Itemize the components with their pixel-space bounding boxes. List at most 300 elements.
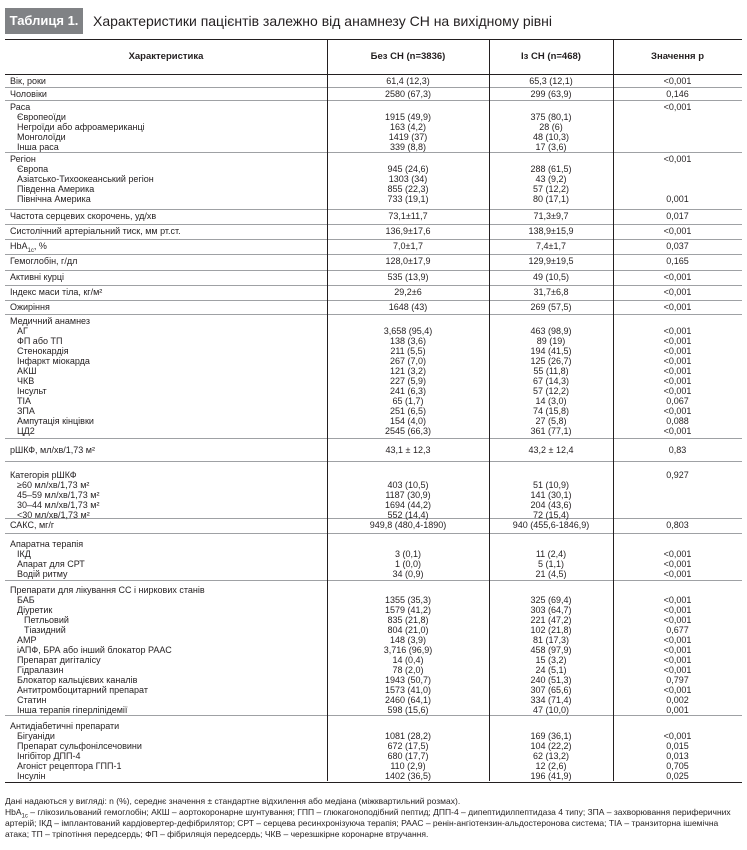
table-row [5, 255, 742, 271]
table-row [5, 286, 742, 301]
value-without-hf: 2460 (64,1) [384, 695, 432, 705]
table-row [5, 101, 742, 153]
row-label-cell [10, 539, 85, 579]
row-label: 30–44 мл/хв/1,73 м² [17, 500, 100, 510]
value-without-hf: 61,4 (12,3) [386, 76, 430, 86]
row-label: Стенокардія [17, 346, 69, 356]
p-value: 0,797 [666, 675, 689, 685]
value-without-hf: 78 (2,0) [392, 665, 424, 675]
row-label: ≥60 мл/хв/1,73 м² [17, 480, 90, 490]
row-label: Індекс маси тіла, кг/м² [10, 287, 103, 297]
table-row [5, 581, 742, 716]
value-without-hf-cell [327, 89, 489, 99]
value-without-hf: 14 (0,4) [392, 655, 424, 665]
value-without-hf: 29,2±6 [394, 287, 422, 297]
value-without-hf [327, 102, 489, 112]
value-with-hf-cell [489, 721, 613, 781]
value-with-hf: 463 (98,9) [530, 326, 572, 336]
row-label: Систолічний артеріальний тиск, мм рт.ст. [10, 226, 181, 236]
p-value-cell [613, 539, 742, 579]
patient-characteristics-table [5, 39, 742, 783]
table-row [5, 716, 742, 783]
p-value: <0,001 [663, 559, 692, 569]
p-value: <0,001 [663, 326, 692, 336]
table-row [5, 271, 742, 286]
p-value: 0,705 [666, 761, 689, 771]
p-value-cell [613, 585, 742, 715]
value-without-hf: 855 (22,3) [387, 184, 429, 194]
p-value-cell [613, 256, 742, 266]
table-footnote [5, 796, 742, 840]
value-without-hf-cell [327, 256, 489, 266]
p-value-cell [613, 76, 742, 86]
p-value: <0,001 [663, 605, 692, 615]
row-label: АКШ [17, 366, 37, 376]
value-without-hf: 733 (19,1) [387, 194, 429, 204]
p-value-cell [613, 520, 742, 530]
value-without-hf: 535 (13,9) [387, 272, 429, 282]
row-label: Петльовий [24, 615, 69, 625]
p-value: <0,001 [663, 154, 692, 164]
row-label-cell [10, 316, 94, 436]
value-with-hf: 67 (14,3) [532, 376, 570, 386]
p-value: 0,803 [666, 520, 689, 530]
table-row [5, 153, 742, 210]
row-label: Ожиріння [10, 302, 50, 312]
p-value: 0,146 [666, 89, 689, 99]
value-with-hf-cell [489, 287, 613, 297]
row-label: Інша терапія гіперліпідемії [17, 705, 128, 715]
p-value-cell [613, 445, 742, 455]
row-label-cell [10, 76, 46, 86]
value-with-hf: 49 (10,5) [532, 272, 570, 282]
value-without-hf [327, 585, 489, 595]
value-with-hf: 169 (36,1) [530, 731, 572, 741]
value-with-hf [489, 721, 613, 731]
table-row [5, 210, 742, 225]
table-row [5, 301, 742, 315]
value-with-hf: 17 (3,6) [535, 142, 567, 152]
value-with-hf: 375 (80,1) [530, 112, 572, 122]
row-label: рШКФ, мл/хв/1,73 м² [10, 445, 95, 455]
value-without-hf: 1081 (28,2) [384, 731, 432, 741]
p-value: <0,001 [663, 595, 692, 605]
value-without-hf: 835 (21,8) [387, 615, 429, 625]
value-with-hf: 361 (77,1) [530, 426, 572, 436]
value-with-hf: 940 (455,6-1846,9) [512, 520, 590, 530]
p-value: <0,001 [663, 645, 692, 655]
p-value: <0,001 [663, 287, 692, 297]
value-without-hf-cell [327, 211, 489, 221]
value-without-hf: 241 (6,3) [389, 386, 427, 396]
p-value: <0,001 [663, 346, 692, 356]
p-value [613, 721, 742, 731]
row-label-cell [10, 585, 205, 715]
value-without-hf: 227 (5,9) [389, 376, 427, 386]
p-value [613, 112, 742, 122]
value-without-hf-cell [327, 585, 489, 715]
table-row [5, 534, 742, 581]
value-with-hf: 138,9±15,9 [528, 226, 574, 236]
p-value: <0,001 [663, 635, 692, 645]
value-without-hf: 43,1 ± 12,3 [385, 445, 431, 455]
table-row [5, 439, 742, 462]
p-value: 0,025 [666, 771, 689, 781]
value-without-hf: 65 (1,7) [392, 396, 424, 406]
value-without-hf: 3,658 (95,4) [383, 326, 433, 336]
row-label: Гідралазин [17, 665, 64, 675]
value-without-hf [327, 154, 489, 164]
row-label: Блокатор кальцієвих каналів [17, 675, 138, 685]
value-with-hf: 74 (15,8) [532, 406, 570, 416]
value-with-hf: 62 (13,2) [532, 751, 570, 761]
row-label: Негроїди або афроамериканці [17, 122, 145, 132]
value-without-hf: 3 (0,1) [394, 549, 421, 559]
value-with-hf: 15 (3,2) [535, 655, 567, 665]
p-value [613, 174, 742, 184]
p-value-cell [613, 241, 742, 251]
row-label: <30 мл/хв/1,73 м² [17, 510, 90, 520]
value-without-hf: 34 (0,9) [392, 569, 424, 579]
value-with-hf: 240 (51,3) [530, 675, 572, 685]
value-without-hf-cell [327, 154, 489, 204]
value-without-hf-cell [327, 102, 489, 152]
p-value-cell [613, 272, 742, 282]
p-value: <0,001 [663, 549, 692, 559]
value-with-hf: 196 (41,9) [530, 771, 572, 781]
p-value: 0,013 [666, 751, 689, 761]
value-without-hf-cell [327, 445, 489, 455]
p-value: 0,001 [666, 705, 689, 715]
row-label-cell [10, 520, 54, 530]
value-without-hf: 7,0±1,7 [393, 241, 423, 251]
p-value: 0,017 [666, 211, 689, 221]
p-value [613, 164, 742, 174]
value-without-hf: 672 (17,5) [387, 741, 429, 751]
table-number-badge: Таблиця 1. [5, 8, 83, 34]
row-label: Інша раса [17, 142, 59, 152]
table-row [5, 462, 742, 519]
row-label: Інсулін [17, 771, 46, 781]
value-without-hf-cell [327, 287, 489, 297]
p-value: <0,001 [663, 615, 692, 625]
row-label: Інфаркт міокарда [17, 356, 90, 366]
value-with-hf-cell [489, 539, 613, 579]
header-without-hf: Без СН (n=3836) [370, 51, 446, 62]
p-value: <0,001 [663, 569, 692, 579]
row-label: Інсульт [17, 386, 47, 396]
value-with-hf: 141 (30,1) [530, 490, 572, 500]
row-label: Частота серцевих скорочень, уд/хв [10, 211, 157, 221]
value-with-hf: 102 (21,8) [530, 625, 572, 635]
p-value: 0,165 [666, 256, 689, 266]
value-with-hf-cell [489, 241, 613, 251]
row-label: Інгібітор ДПП-4 [17, 751, 81, 761]
row-label-cell [10, 211, 156, 221]
row-label: Гемоглобін, г/дл [10, 256, 78, 266]
value-without-hf-cell [327, 272, 489, 282]
p-value-cell [613, 89, 742, 99]
row-label: Антидіабетичні препарати [10, 721, 120, 731]
value-without-hf: 1943 (50,7) [384, 675, 432, 685]
p-value: <0,001 [663, 376, 692, 386]
row-label: Монголоїди [17, 132, 66, 142]
p-value [613, 490, 742, 500]
row-label: HbA$_{1c}$, % [10, 241, 47, 254]
p-value-cell [613, 316, 742, 436]
value-with-hf: 334 (71,4) [530, 695, 572, 705]
table-row [5, 88, 742, 101]
value-without-hf: 154 (4,0) [389, 416, 427, 426]
row-label: Препарат дигіталісу [17, 655, 101, 665]
value-without-hf: 138 (3,6) [389, 336, 427, 346]
p-value: <0,001 [663, 426, 692, 436]
value-with-hf: 125 (26,7) [530, 356, 572, 366]
value-without-hf-cell [327, 721, 489, 781]
value-with-hf: 303 (64,7) [530, 605, 572, 615]
p-value: 0,001 [666, 194, 689, 204]
value-with-hf: 31,7±6,8 [533, 287, 569, 297]
value-without-hf [327, 316, 489, 326]
table-header-row [5, 39, 742, 75]
value-without-hf: 148 (3,9) [389, 635, 427, 645]
value-without-hf [327, 539, 489, 549]
table-row [5, 240, 742, 255]
value-with-hf: 48 (10,3) [532, 132, 570, 142]
value-without-hf: 121 (3,2) [389, 366, 427, 376]
value-with-hf: 27 (5,8) [535, 416, 567, 426]
value-with-hf: 65,3 (12,1) [529, 76, 573, 86]
row-label: Тіазидний [24, 625, 66, 635]
row-label: Азіатсько-Тихоокеанський регіон [17, 174, 154, 184]
value-with-hf: 288 (61,5) [530, 164, 572, 174]
table-title [5, 8, 742, 34]
value-without-hf: 680 (17,7) [387, 751, 429, 761]
p-value: 0,927 [666, 470, 689, 480]
value-with-hf: 204 (43,6) [530, 500, 572, 510]
row-label: Північна Америка [17, 194, 91, 204]
value-with-hf-cell [489, 211, 613, 221]
p-value: 0,83 [668, 445, 687, 455]
value-with-hf-cell [489, 256, 613, 266]
p-value: <0,001 [663, 685, 692, 695]
row-label: Препарат сульфонілсечовини [17, 741, 142, 751]
value-without-hf [327, 470, 489, 480]
column-divider [327, 39, 328, 781]
row-label: іАПФ, БРА або інший блокатор РААС [17, 645, 172, 655]
row-label: ТІА [17, 396, 32, 406]
value-without-hf: 3,716 (96,9) [383, 645, 433, 655]
value-without-hf: 945 (24,6) [387, 164, 429, 174]
row-label: ЗПА [17, 406, 35, 416]
p-value [613, 500, 742, 510]
row-label: Регіон [10, 154, 36, 164]
p-value [613, 539, 742, 549]
row-label: Активні курці [10, 272, 65, 282]
p-value: 0,015 [666, 741, 689, 751]
value-without-hf-cell [327, 539, 489, 579]
value-with-hf: 43,2 ± 12,4 [528, 445, 574, 455]
p-value-cell [613, 302, 742, 312]
value-without-hf: 1 (0,0) [394, 559, 421, 569]
row-label: БАБ [17, 595, 35, 605]
row-label: ЧКВ [17, 376, 35, 386]
value-with-hf: 5 (1,1) [537, 559, 564, 569]
p-value: 0,067 [666, 396, 689, 406]
value-with-hf: 104 (22,2) [530, 741, 572, 751]
row-label: Раса [10, 102, 31, 112]
footnote-abbreviations: HbA$_{1c}$ – глікозильований гемоглобін; АКШ – аортокоронарне шунтування; ГПП – глюкагоноподібний пептид; ДПП-4 – дипептидилпептидаза 4 типу; ЗПА – захворювання периферичних артерій; ІКД – імплантований кардіовертер-дефібрилятор; СРТ – серцева ресинхронізуюча терапія; РААС – ренін-ангіотензин-альдостеронова система; ТІА – транзиторна ішемічна атака; ТП – тріпотіння передсердь; ФП – фібриляція передсердь; ЧКВ – черезшкірне коронарне втручання. [5, 807, 731, 839]
value-with-hf-cell [489, 585, 613, 715]
value-without-hf: 136,9±17,6 [385, 226, 431, 236]
p-value: 0,037 [666, 241, 689, 251]
value-with-hf [489, 316, 613, 326]
row-label: Бігуаніди [17, 731, 55, 741]
value-with-hf: 81 (17,3) [532, 635, 570, 645]
value-with-hf-cell [489, 470, 613, 520]
row-label: Вік, роки [10, 76, 46, 86]
value-without-hf: 804 (21,0) [387, 625, 429, 635]
row-label-cell [10, 445, 95, 455]
value-with-hf [489, 585, 613, 595]
value-without-hf-cell [327, 76, 489, 86]
row-label: 45–59 мл/хв/1,73 м² [17, 490, 100, 500]
p-value [613, 122, 742, 132]
value-with-hf: 55 (11,8) [533, 366, 569, 376]
p-value: <0,001 [663, 272, 692, 282]
value-with-hf: 47 (10,0) [532, 705, 570, 715]
column-divider [489, 39, 490, 781]
p-value-cell [613, 102, 742, 152]
value-without-hf-cell [327, 520, 489, 530]
p-value [613, 316, 742, 326]
table-caption: Характеристики пацієнтів залежно від анамнезу СН на вихідному рівні [93, 13, 553, 29]
value-with-hf [489, 539, 613, 549]
value-without-hf: 1915 (49,9) [384, 112, 432, 122]
value-without-hf: 1303 (34) [388, 174, 428, 184]
value-with-hf: 89 (19) [536, 336, 566, 346]
value-with-hf: 72 (15,4) [532, 510, 570, 520]
row-label-cell [10, 721, 142, 781]
value-without-hf: 949,8 (480,4-1890) [369, 520, 447, 530]
footnote-data-format: Дані надаються у вигляді: n (%), середнє значення ± стандартне відхилення або медіана (міжквартильний розмах). [5, 796, 461, 806]
p-value [613, 184, 742, 194]
value-without-hf: 163 (4,2) [389, 122, 427, 132]
value-with-hf: 71,3±9,7 [533, 211, 569, 221]
p-value: <0,001 [663, 336, 692, 346]
value-without-hf: 110 (2,9) [390, 761, 426, 771]
row-label: Європа [17, 164, 49, 174]
row-label: Препарати для лікування СС і ниркових станів [10, 585, 205, 595]
value-with-hf: 51 (10,9) [532, 480, 570, 490]
value-without-hf: 267 (7,0) [389, 356, 427, 366]
p-value-cell [613, 226, 742, 236]
row-label: Статин [17, 695, 47, 705]
value-without-hf: 1402 (36,5) [384, 771, 432, 781]
value-with-hf: 12 (2,6) [535, 761, 567, 771]
value-without-hf: 1419 (37) [388, 132, 428, 142]
value-without-hf: 73,1±11,7 [388, 211, 428, 221]
p-value-cell [613, 721, 742, 781]
value-with-hf: 57 (12,2) [532, 184, 570, 194]
value-with-hf: 11 (2,4) [535, 549, 567, 559]
value-with-hf: 269 (57,5) [530, 302, 572, 312]
value-with-hf: 299 (63,9) [530, 89, 572, 99]
value-without-hf: 1573 (41,0) [384, 685, 432, 695]
row-label: Чоловіки [10, 89, 47, 99]
table-body [5, 75, 742, 783]
value-with-hf: 43 (9,2) [535, 174, 567, 184]
p-value: 0,677 [666, 625, 689, 635]
header-with-hf: Із СН (n=468) [521, 51, 581, 62]
value-with-hf: 194 (41,5) [530, 346, 572, 356]
p-value-cell [613, 470, 742, 520]
value-with-hf: 57 (12,2) [532, 386, 570, 396]
p-value [613, 585, 742, 595]
row-label: Антитромбоцитарний препарат [17, 685, 148, 695]
p-value: 0,002 [666, 695, 689, 705]
row-label: САКС, мг/г [10, 520, 55, 530]
value-without-hf: 1694 (44,2) [384, 500, 432, 510]
value-with-hf-cell [489, 302, 613, 312]
header-characteristic: Характеристика [128, 51, 204, 62]
value-with-hf-cell [489, 102, 613, 152]
p-value: 0,088 [666, 416, 689, 426]
value-with-hf: 458 (97,9) [530, 645, 572, 655]
row-label: Категорія рШКФ [10, 470, 77, 480]
value-with-hf: 325 (69,4) [530, 595, 572, 605]
row-label: Апаратна терапія [10, 539, 84, 549]
row-label-cell [10, 272, 64, 282]
value-without-hf: 1648 (43) [388, 302, 428, 312]
value-with-hf-cell [489, 272, 613, 282]
row-label: Медичний анамнез [10, 316, 90, 326]
value-with-hf [489, 470, 613, 480]
value-with-hf: 221 (47,2) [530, 615, 572, 625]
p-value: <0,001 [663, 366, 692, 376]
value-without-hf [327, 721, 489, 731]
row-label-cell [10, 302, 50, 312]
p-value [613, 142, 742, 152]
value-with-hf: 24 (5,1) [535, 665, 567, 675]
p-value-cell [613, 287, 742, 297]
value-with-hf: 7,4±1,7 [536, 241, 566, 251]
row-label: Європеоїди [17, 112, 66, 122]
value-without-hf: 339 (8,8) [389, 142, 427, 152]
p-value: <0,001 [663, 386, 692, 396]
p-value [613, 132, 742, 142]
row-label: Діуретик [17, 605, 53, 615]
value-without-hf: 403 (10,5) [387, 480, 429, 490]
row-label: Ампутація кінцівки [17, 416, 94, 426]
row-label: Водій ритму [17, 569, 68, 579]
p-value: <0,001 [663, 356, 692, 366]
p-value: <0,001 [663, 655, 692, 665]
value-with-hf: 14 (3,0) [535, 396, 567, 406]
value-without-hf: 552 (14,4) [387, 510, 429, 520]
value-with-hf: 129,9±19,5 [528, 256, 574, 266]
header-p-value: Значення p [651, 51, 704, 62]
row-label: АМР [17, 635, 37, 645]
value-without-hf: 2580 (67,3) [384, 89, 432, 99]
row-label: ІКД [17, 549, 31, 559]
p-value: <0,001 [663, 665, 692, 675]
row-label-cell [10, 226, 181, 236]
p-value: <0,001 [663, 76, 692, 86]
value-without-hf: 211 (5,5) [390, 346, 426, 356]
value-without-hf: 1187 (30,9) [385, 490, 431, 500]
value-without-hf-cell [327, 470, 489, 520]
